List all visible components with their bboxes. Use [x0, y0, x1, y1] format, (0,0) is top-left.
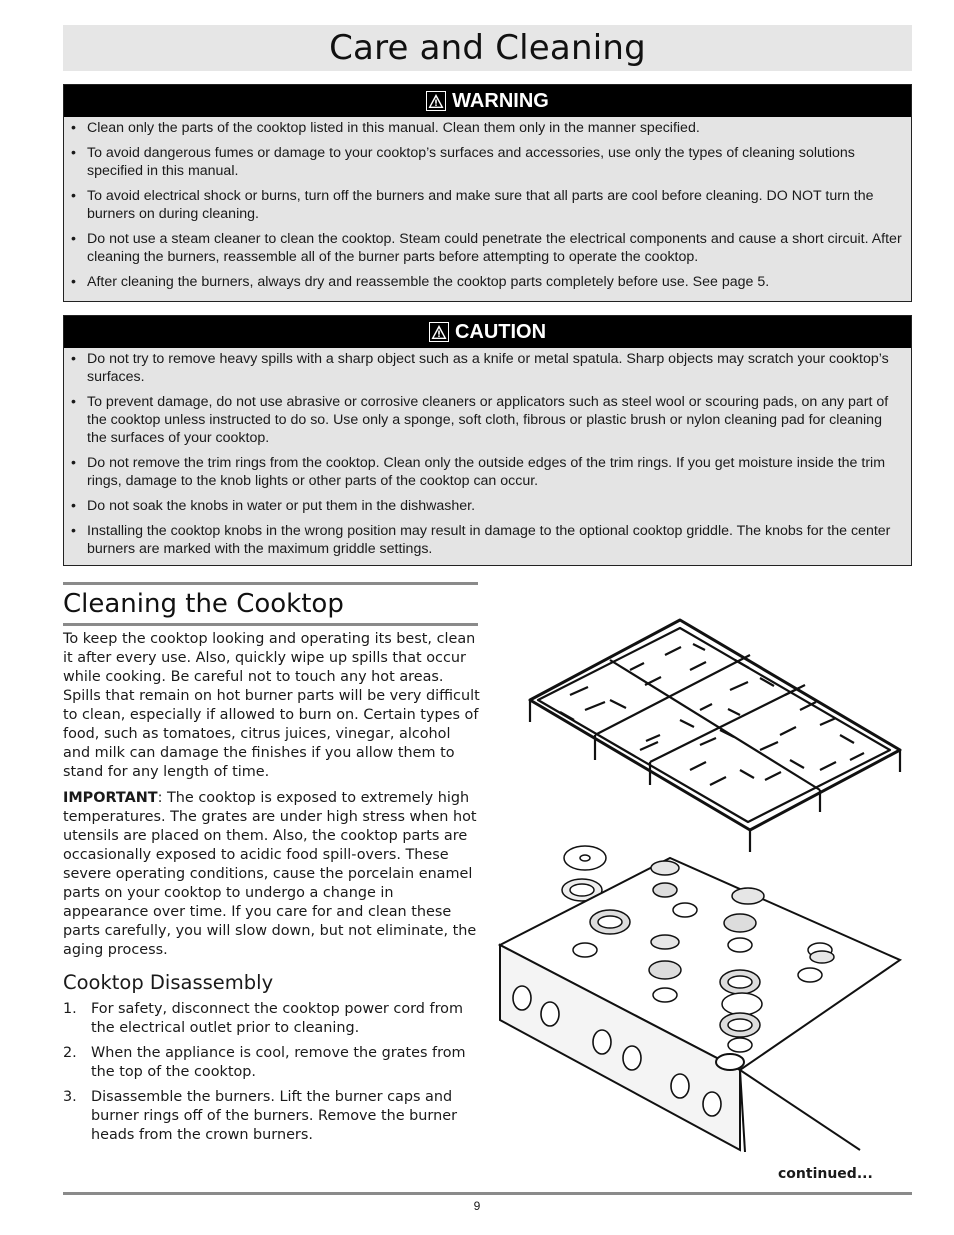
burner-cap-drawing — [562, 846, 606, 901]
cooktop-body-drawing — [500, 858, 900, 1152]
footer-rule — [63, 1192, 912, 1195]
list-item: • Clean only the parts of the cooktop listed in this manual. Clean them only in the manner specified. — [70, 119, 905, 137]
step-number: 3. — [63, 1089, 77, 1105]
warning-triangle-icon — [429, 322, 449, 342]
warning-triangle-icon — [426, 91, 446, 111]
important-paragraph — [63, 789, 481, 960]
steps-list — [63, 1000, 481, 1145]
step-text: For safety, disconnect the cooktop power cord from the electrical outlet prior to cleaning. — [91, 1001, 464, 1036]
important-text: : The cooktop is exposed to extremely high temperatures. The grates are under high stress when hot utensils are placed on them. Also, the cooktop parts are occasionally exposed to acidic food spill-overs. These severe operating conditions, cause the porcelain enamel parts on your cooktop to undergo a change in appearance over time. If you care for and clean these parts carefully, you will slow down, but not eliminate, the aging process. — [63, 790, 477, 958]
list-item: • To prevent damage, do not use abrasive or corrosive cleaners or applicators such as steel wool or scouring pads, on any part of the cooktop unless instructed to do so. Use only a sponge, soft cloth, fibrous or plastic brush or nylon cleaning pad for cleaning the surfaces of your cooktop. — [70, 393, 905, 447]
step-item — [63, 1088, 481, 1145]
warning-list — [64, 117, 911, 297]
step-text: Disassemble the burners. Lift the burner caps and burner rings off of the burners. Remove the burner heads from the crown burners. — [91, 1089, 457, 1143]
caution-list — [64, 348, 911, 564]
warning-heading: WARNING — [452, 89, 549, 112]
list-item: • Installing the cooktop knobs in the wrong position may result in damage to the optional cooktop griddle. The knobs for the center burners are marked with the maximum griddle settings. — [70, 522, 905, 558]
list-item: • Do not try to remove heavy spills with a sharp object such as a knife or metal spatula. Sharp objects may scratch your cooktop’s surfaces. — [70, 350, 905, 386]
list-item: • To avoid electrical shock or burns, turn off the burners and make sure that all parts are cool before cleaning. DO NOT turn the burners on during cleaning. — [70, 187, 905, 223]
list-item: • To avoid dangerous fumes or damage to your cooktop’s surfaces and accessories, use only the types of cleaning solutions specified in this manual. — [70, 144, 905, 180]
page-title: Care and Cleaning — [329, 28, 646, 68]
step-item — [63, 1044, 481, 1082]
page-number: 9 — [473, 1199, 481, 1213]
section-title: Cleaning the Cooktop — [63, 589, 344, 619]
section-title-block — [63, 582, 478, 626]
list-item: • Do not soak the knobs in water or put them in the dishwasher. — [70, 497, 905, 515]
step-item — [63, 1000, 481, 1038]
title-bar — [63, 25, 912, 71]
important-label: IMPORTANT — [63, 790, 158, 806]
subheading: Cooktop Disassembly — [63, 971, 274, 994]
warning-box — [63, 84, 912, 302]
step-number: 1. — [63, 1001, 77, 1017]
body-column — [63, 630, 481, 1151]
step-text: When the appliance is cool, remove the grates from the top of the cooktop. — [91, 1045, 466, 1080]
grates-drawing — [530, 620, 900, 852]
list-item: • Do not use a steam cleaner to clean the cooktop. Steam could penetrate the electrical components and cause a short circuit. After cleaning the burners, reassemble all of the burner parts before attempting to operate the cooktop. — [70, 230, 905, 266]
caution-box — [63, 315, 912, 566]
list-item: • Do not remove the trim rings from the cooktop. Clean only the outside edges of the trim rings. If you get moisture inside the trim rings, damage to the knob lights or other parts of the cooktop can occur. — [70, 454, 905, 490]
step-number: 2. — [63, 1045, 77, 1061]
list-item: • After cleaning the burners, always dry and reassemble the cooktop parts completely before use. See page 5. — [70, 273, 905, 291]
caution-header — [64, 316, 911, 348]
continued-note: continued... — [778, 1166, 873, 1182]
caution-heading: CAUTION — [454, 320, 547, 343]
warning-header — [64, 85, 911, 117]
intro-paragraph: To keep the cooktop looking and operating its best, clean it after every use. Also, quickly wipe up spills that occur while cooking. Be careful not to touch any hot areas. Spills that remain on hot burner parts will be very difficult to clean, especially if allowed to burn on. Certain types of food, such as tomatoes, citrus juices, vinegar, alcohol and milk can damage the finishes if you allow them to stand for any length of time. — [63, 631, 480, 780]
cooktop-illustration — [490, 600, 910, 1160]
